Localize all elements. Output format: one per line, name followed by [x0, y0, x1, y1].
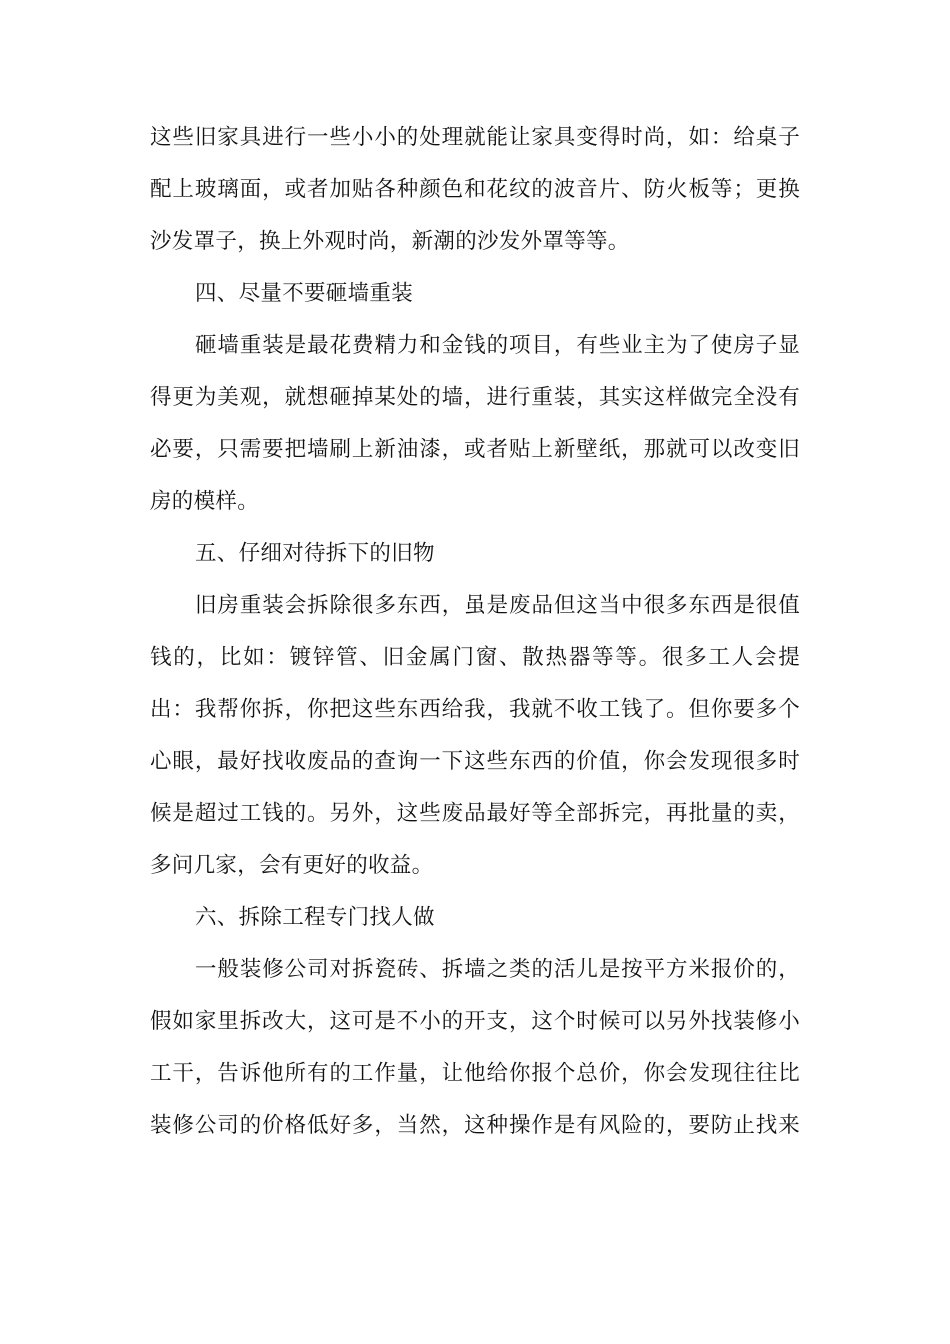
body-text-line: 这些旧家具进行一些小小的处理就能让家具变得时尚，如：给桌子	[150, 125, 800, 150]
body-text-line: 假如家里拆改大，这可是不小的开支，这个时候可以另外找装修小	[150, 1009, 800, 1034]
section-heading: 六、拆除工程专门找人做	[195, 905, 435, 930]
body-text-line: 装修公司的价格低好多，当然，这种操作是有风险的，要防止找来	[150, 1113, 800, 1138]
section-heading: 五、仔细对待拆下的旧物	[195, 541, 435, 566]
body-text-line: 一般装修公司对拆瓷砖、拆墙之类的活儿是按平方米报价的，	[195, 957, 800, 982]
body-text-line: 心眼，最好找收废品的查询一下这些东西的价值，你会发现很多时	[150, 749, 800, 774]
body-text-line: 沙发罩子，换上外观时尚，新潮的沙发外罩等等。	[150, 229, 630, 254]
body-text-line: 出：我帮你拆，你把这些东西给我，我就不收工钱了。但你要多个	[150, 697, 800, 722]
body-text-line: 砸墙重装是最花费精力和金钱的项目，有些业主为了使房子显	[195, 333, 800, 358]
body-text-line: 工干，告诉他所有的工作量，让他给你报个总价，你会发现往往比	[150, 1061, 800, 1086]
body-text-line: 多问几家，会有更好的收益。	[150, 853, 434, 878]
body-text-line: 配上玻璃面，或者加贴各种颜色和花纹的波音片、防火板等；更换	[150, 177, 800, 202]
body-text-line: 候是超过工钱的。另外，这些废品最好等全部拆完，再批量的卖，	[150, 801, 800, 826]
body-text-line: 必要，只需要把墙刷上新油漆，或者贴上新壁纸，那就可以改变旧	[150, 437, 800, 462]
body-text-line: 钱的，比如：镀锌管、旧金属门窗、散热器等等。很多工人会提	[150, 645, 800, 670]
body-text-line: 得更为美观，就想砸掉某处的墙，进行重装，其实这样做完全没有	[150, 385, 800, 410]
body-text-line: 房的模样。	[150, 489, 260, 514]
body-text-line: 旧房重装会拆除很多东西，虽是废品但这当中很多东西是很值	[195, 593, 800, 618]
section-heading: 四、尽量不要砸墙重装	[195, 281, 414, 306]
